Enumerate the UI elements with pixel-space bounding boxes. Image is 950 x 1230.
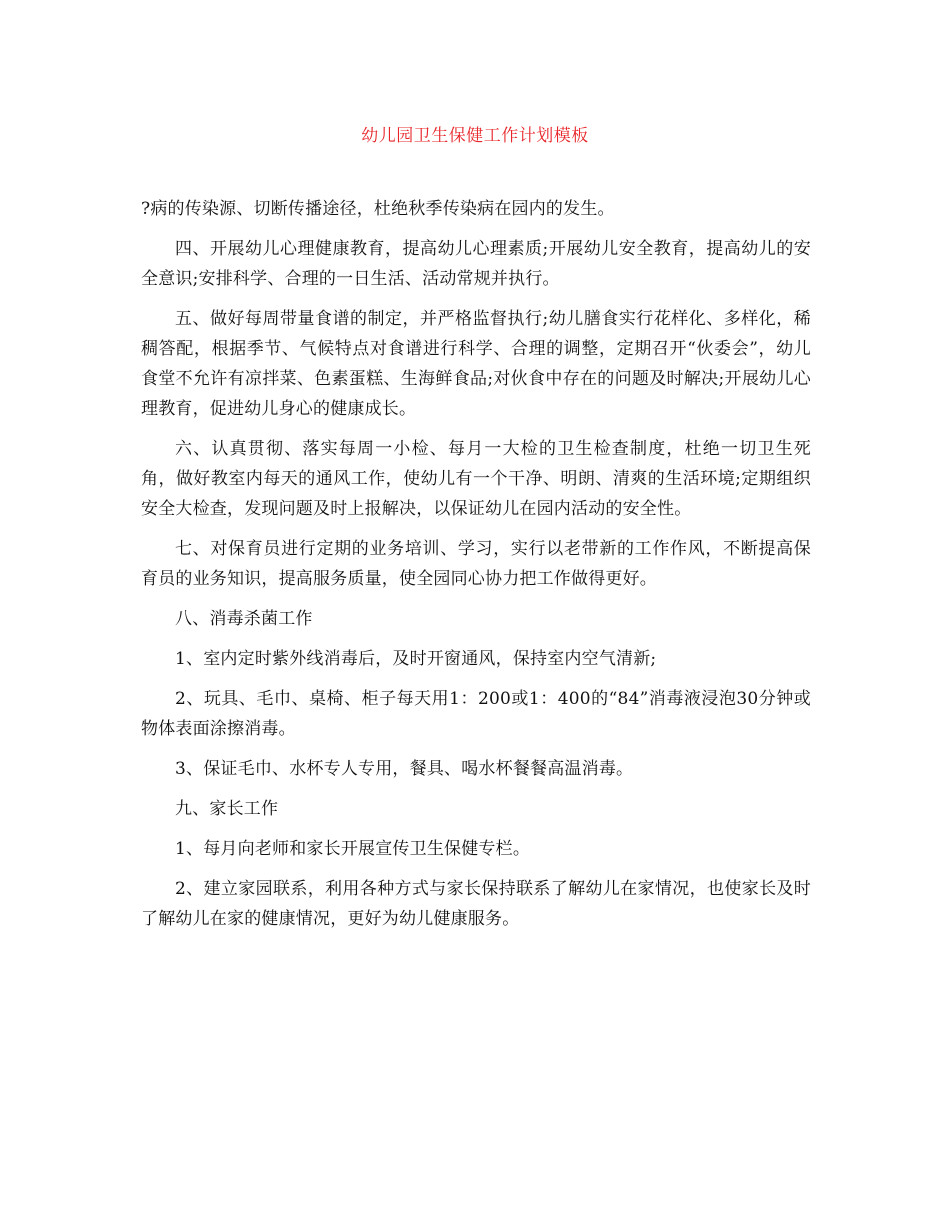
paragraph: 七、对保育员进行定期的业务培训、学习，实行以老带新的工作作风，不断提高保育员的业务知识，提高服务质量，使全园同心协力把工作做得更好。 (141, 539, 811, 589)
list-item: 1、室内定时紫外线消毒后，及时开窗通风，保持室内空气清新; (175, 649, 657, 669)
list-item: 2、建立家园联系，利用各种方式与家长保持联系了解幼儿在家情况，也使家长及时了解幼儿在家的健康情况，更好为幼儿健康服务。 (141, 879, 811, 929)
paragraph: ?病的传染源、切断传播途径，杜绝秋季传染病在园内的发生。 (141, 199, 615, 219)
list-item: 3、保证毛巾、水杯专人专用，餐具、喝水杯餐餐高温消毒。 (175, 759, 634, 779)
document-title: 幼儿园卫生保健工作计划模板 (361, 126, 589, 146)
list-item: 1、每月向老师和家长开展宣传卫生保健专栏。 (175, 839, 531, 859)
paragraph: 四、开展幼儿心理健康教育，提高幼儿心理素质;开展幼儿安全教育，提高幼儿的安全意识;安排科学、合理的一日生活、活动常规并执行。 (141, 239, 811, 289)
section-heading: 八、消毒杀菌工作 (175, 609, 313, 629)
list-item: 2、玩具、毛巾、桌椅、柜子每天用1：200或1：400的“84”消毒液浸泡30分钟或物体表面涂擦消毒。 (141, 689, 811, 739)
paragraph: 五、做好每周带量食谱的制定，并严格监督执行;幼儿膳食实行花样化、多样化，稀稠答配，根据季节、气候特点对食谱进行科学、合理的调整，定期召开“伙委会”，幼儿食堂不允许有凉拌菜、色素蛋糕、生海鲜食品;对伙食中存在的问题及时解决;开展幼儿心理教育，促进幼儿身心的健康成长。 (141, 309, 811, 419)
document-body (141, 194, 811, 944)
paragraph: 六、认真贯彻、落实每周一小检、每月一大检的卫生检查制度，杜绝一切卫生死角，做好教室内每天的通风工作，使幼儿有一个干净、明朗、清爽的生活环境;定期组织安全大检查，发现问题及时上报解决，以保证幼儿在园内活动的安全性。 (141, 439, 811, 519)
section-heading: 九、家长工作 (175, 799, 279, 819)
